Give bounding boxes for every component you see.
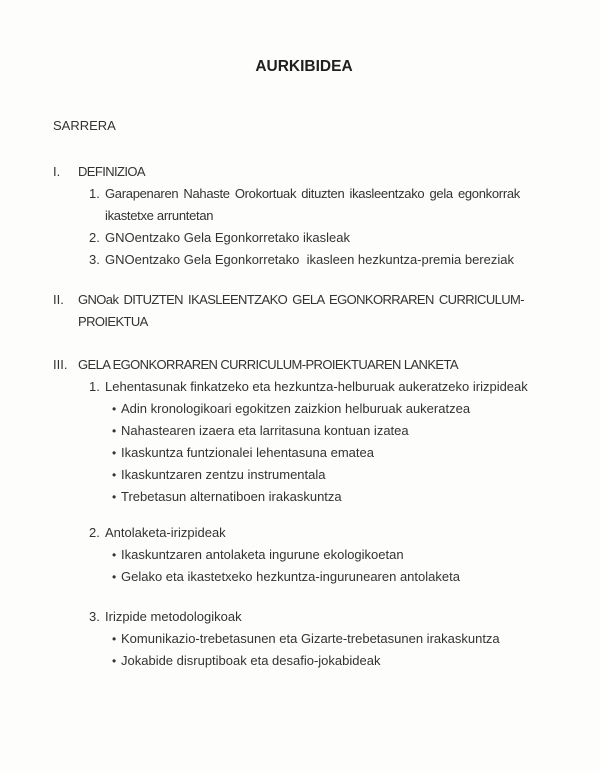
item-number: 2. [89,525,100,540]
bullet-dot-icon: • [112,570,117,584]
bullet-text: Ikaskuntzaren antolaketa ingurune ekologikoetan [121,547,404,562]
bullet-item [112,566,555,588]
toc-item-row [53,183,555,227]
bullet-dot-icon: • [112,548,117,562]
bullet-item [112,464,555,486]
section-numeral: II. [53,292,64,307]
bullet-item [112,486,555,508]
toc-item [53,183,555,227]
toc-items [53,376,555,672]
bullet-text: Nahastearen izaera eta larritasuna kontuan izatea [121,423,409,438]
bullet-list [53,398,555,508]
toc-items [53,183,555,271]
item-text: GNOentzako Gela Egonkorretako ikasleen hezkuntza-premia bereziak [105,252,514,267]
item-number: 1. [89,379,100,394]
bullet-item [112,628,555,650]
section-numeral: I. [53,164,61,179]
bullet-dot-icon: • [112,402,117,416]
item-number: 3. [89,609,100,624]
bullet-dot-icon: • [112,468,117,482]
toc-item [53,376,555,508]
document-page [0,56,600,773]
item-number: 2. [89,230,100,245]
item-text: GNOentzako Gela Egonkorretako ikasleak [105,230,350,245]
bullet-item [112,420,555,442]
bullet-item [112,442,555,464]
bullet-text: Gelako eta ikastetxeko hezkuntza-ingurunearen antolaketa [121,569,460,584]
bullet-text: Ikaskuntza funtzionalei lehentasuna ematea [121,445,374,460]
toc-item-row [53,606,555,628]
toc-item-row [53,522,555,544]
bullet-item [112,650,555,672]
document-title: AURKIBIDEA [255,58,353,75]
item-number: 3. [89,252,100,267]
item-number: 1. [89,186,100,201]
section-heading-row [53,161,555,183]
section-curriculum-proiektua [53,289,555,333]
bullet-dot-icon: • [112,632,117,646]
section-heading: GNOak DITUZTEN IKASLEENTZAKO GELA EGONKORRAREN CURRICULUM-PROIEKTUA [78,292,524,329]
bullet-item [112,544,555,566]
bullet-list [53,544,555,588]
bullet-item [112,398,555,420]
toc-item [53,606,555,672]
bullet-text: Jokabide disruptiboak eta desafio-jokabideak [121,653,381,668]
bullet-dot-icon: • [112,424,117,438]
toc-item [53,227,555,249]
bullet-text: Ikaskuntzaren zentzu instrumentala [121,467,326,482]
section-heading: DEFINIZIOA [78,164,145,179]
section-heading: GELA EGONKORRAREN CURRICULUM-PROIEKTUAREN LANKETA [78,357,458,372]
intro-heading: SARRERA [53,118,116,133]
section-lanketa [53,354,555,672]
section-heading-row [53,354,555,376]
toc-item-row [53,376,555,398]
toc-item-row [53,249,555,271]
bullet-text: Adin kronologikoari egokitzen zaizkion helburuak aukeratzea [121,401,471,416]
section-numeral: III. [53,357,68,372]
section-heading-row [53,289,555,333]
bullet-list [53,628,555,672]
item-text: Irizpide metodologikoak [105,609,242,624]
toc-item-row [53,227,555,249]
toc-item [53,249,555,271]
bullet-dot-icon: • [112,446,117,460]
section-definizioa [53,161,555,271]
bullet-dot-icon: • [112,654,117,668]
bullet-text: Trebetasun alternatiboen irakaskuntza [121,489,342,504]
toc-item [53,522,555,588]
item-text: Lehentasunak finkatzeko eta hezkuntza-helburuak aukeratzeko irizpideak [105,379,528,394]
item-text: Antolaketa-irizpideak [105,525,226,540]
bullet-dot-icon: • [112,490,117,504]
item-text: Garapenaren Nahaste Orokortuak dituzten ikasleentzako gela egonkorrak ikastetxe arruntetan [105,186,520,223]
bullet-text: Komunikazio-trebetasunen eta Gizarte-trebetasunen irakaskuntza [121,631,500,646]
